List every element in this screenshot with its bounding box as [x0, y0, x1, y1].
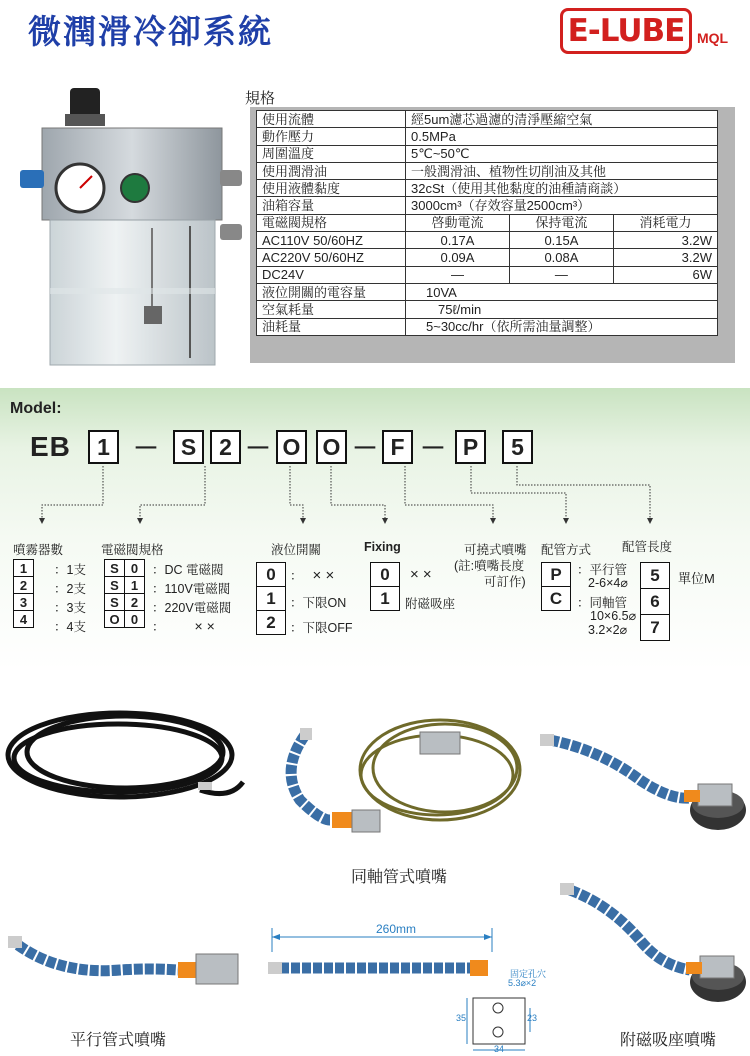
model-code-box: S: [173, 430, 204, 464]
group-title-piping: 配管方式: [541, 543, 592, 557]
model-code-box: O: [316, 430, 347, 464]
model-separator: －: [420, 433, 447, 463]
spec-label: 電磁閥規格: [257, 214, 406, 231]
spec-value: 5~30cc/hr（依所需油量調整）: [406, 318, 718, 335]
valve-value: —: [406, 266, 510, 283]
valve-value: 6W: [613, 266, 717, 283]
logo-suffix: MQL: [697, 30, 729, 46]
option-code: 2: [125, 594, 145, 611]
model-code-box: 5: [502, 430, 533, 464]
option-code: 6: [641, 589, 670, 615]
spec-label: 使用液體黏度: [257, 180, 406, 197]
dimension-length: 260mm: [376, 922, 417, 936]
option-desc: 3.2×2⌀: [588, 623, 628, 637]
group-title-fixing: Fixing: [364, 540, 401, 554]
spec-label: AC110V 50/60HZ: [257, 232, 406, 249]
model-separator: －: [245, 433, 272, 463]
spec-value: 5℃~50℃: [406, 145, 718, 162]
colon: ：: [54, 620, 67, 634]
fix-hole-size: 5.3⌀×2: [508, 978, 537, 988]
dim-34: 34: [494, 1044, 505, 1054]
colon: ：: [577, 563, 590, 577]
spec-value: 10VA: [406, 283, 718, 300]
spec-value: 0.5MPa: [406, 128, 718, 145]
group-title-length: 配管長度: [622, 540, 673, 554]
valve-header: 保持電流: [509, 214, 613, 231]
caption-magnet: 附磁吸座噴嘴: [620, 1032, 717, 1049]
option-code: 0: [125, 560, 145, 577]
caption-parallel: 平行管式噴嘴: [70, 1032, 167, 1049]
logo-text: E-LUBE: [567, 13, 685, 49]
dim-35: 35: [456, 1013, 467, 1023]
option-desc: 110V電磁閥: [164, 582, 231, 596]
option-code: 1: [14, 560, 34, 577]
option-desc: × ×: [410, 566, 432, 583]
model-code-box: 1: [88, 430, 119, 464]
spec-label: 使用流體: [257, 111, 406, 128]
colon: ：: [152, 563, 165, 577]
colon: ：: [54, 563, 67, 577]
length-unit: 單位M: [678, 571, 715, 586]
spec-value: 一般潤滑油、植物性切削油及其他: [406, 162, 718, 179]
option-code: 0: [371, 563, 400, 587]
option-code: 0: [125, 611, 145, 628]
model-code-box: O: [276, 430, 307, 464]
option-code: 1: [257, 587, 286, 611]
spec-value: 經5um濾芯過濾的清淨壓縮空氣: [406, 111, 718, 128]
option-code: S: [105, 577, 125, 594]
nozzle-count-options: [13, 559, 34, 628]
valve-value: 0.15A: [509, 232, 613, 249]
caption-coaxial: 同軸管式噴嘴: [351, 869, 448, 886]
colon: ：: [54, 582, 67, 596]
model-code-box: F: [382, 430, 413, 464]
valve-value: 3.2W: [613, 232, 717, 249]
option-desc: 下限ON: [302, 596, 347, 610]
valve-header: 消耗電力: [613, 214, 717, 231]
option-code: O: [105, 611, 125, 628]
spec-value: 75ℓ/min: [406, 301, 718, 318]
option-desc: 下限OFF: [302, 621, 353, 635]
fixing-options: [370, 562, 400, 611]
colon: ：: [577, 596, 590, 610]
option-desc: 2-6×4⌀: [588, 576, 628, 590]
option-desc: 2支: [66, 582, 86, 596]
option-desc: DC 電磁閥: [164, 563, 224, 577]
option-desc: 附磁吸座: [405, 597, 456, 611]
parallel-nozzle-image: [8, 936, 238, 984]
valve-value: 0.09A: [406, 249, 510, 266]
colon: ：: [290, 569, 303, 583]
option-desc: 1支: [66, 563, 86, 577]
option-code: 2: [257, 611, 286, 635]
group-title-valve: 電磁閥規格: [101, 543, 164, 557]
spec-label: 空氣耗量: [257, 301, 406, 318]
option-code: C: [542, 587, 571, 611]
model-code-box: P: [455, 430, 486, 464]
option-code: 2: [14, 577, 34, 594]
option-code: 3: [14, 594, 34, 611]
group-title-nozzle-type: 可撓式噴嘴: [464, 543, 527, 557]
model-label: Model:: [10, 400, 62, 417]
hose-end-fitting: [198, 782, 212, 790]
spec-label: 使用潤滑油: [257, 162, 406, 179]
valve-value: 3.2W: [613, 249, 717, 266]
valve-value: 0.17A: [406, 232, 510, 249]
spec-heading: 規格: [245, 90, 276, 107]
magnetic-nozzle-image-bottom: [560, 883, 746, 1002]
option-code: 1: [371, 587, 400, 611]
level-switch-options: [256, 562, 286, 635]
spec-label: DC24V: [257, 266, 406, 283]
nozzle-type-note: (註:噴嘴長度: [454, 559, 525, 573]
fix-hole-label: 固定孔穴: [510, 969, 547, 979]
valve-header: 啓動電流: [406, 214, 510, 231]
model-code-box: 2: [210, 430, 241, 464]
spec-label: 油箱容量: [257, 197, 406, 214]
option-desc: 同軸管: [589, 596, 628, 610]
option-code: 5: [641, 563, 670, 589]
option-code: S: [105, 560, 125, 577]
spec-label: 周圍溫度: [257, 145, 406, 162]
colon: ：: [152, 582, 165, 596]
colon: ：: [290, 621, 303, 635]
option-desc: × ×: [312, 567, 335, 584]
option-code: S: [105, 594, 125, 611]
option-desc: 3支: [66, 601, 86, 615]
option-code: 4: [14, 611, 34, 628]
spec-value: 32cSt（使用其他黏度的油種請商談）: [406, 180, 718, 197]
colon: ：: [290, 596, 303, 610]
magnetic-nozzle-image-top: [540, 734, 746, 830]
length-options: [640, 562, 670, 641]
option-code: P: [542, 563, 571, 587]
option-desc: × ×: [194, 618, 215, 634]
group-title-nozzle-count: 噴霧器數: [13, 543, 64, 557]
option-code: 7: [641, 615, 670, 641]
page-title: 微潤滑冷卻系統: [28, 12, 273, 51]
dim-23: 23: [527, 1013, 538, 1023]
option-code: 1: [125, 577, 145, 594]
colon: ：: [152, 601, 165, 615]
option-desc: 220V電磁閥: [164, 601, 232, 615]
valve-options: [104, 559, 145, 628]
coaxial-nozzle-image: [291, 720, 520, 832]
piping-options: [541, 562, 571, 611]
option-desc: 平行管: [589, 563, 628, 577]
option-desc: 4支: [66, 620, 86, 634]
group-title-level-switch: 液位開關: [271, 543, 322, 557]
model-separator: －: [352, 433, 379, 463]
spec-value: 3000cm³（存效容量2500cm³）: [406, 197, 718, 214]
colon: ：: [152, 620, 165, 634]
spec-label: AC220V 50/60HZ: [257, 249, 406, 266]
colon: ：: [54, 601, 67, 615]
nozzle-type-note: 可訂作): [484, 575, 526, 589]
valve-value: —: [509, 266, 613, 283]
option-desc: 10×6.5⌀: [590, 609, 637, 623]
spec-label: 液位開關的電容量: [257, 283, 406, 300]
valve-value: 0.08A: [509, 249, 613, 266]
straight-nozzle-image: [268, 928, 530, 1050]
spec-label: 動作壓力: [257, 128, 406, 145]
option-code: 0: [257, 563, 286, 587]
spec-label: 油耗量: [257, 318, 406, 335]
model-prefix: EB: [30, 431, 71, 462]
model-separator: －: [133, 433, 160, 463]
